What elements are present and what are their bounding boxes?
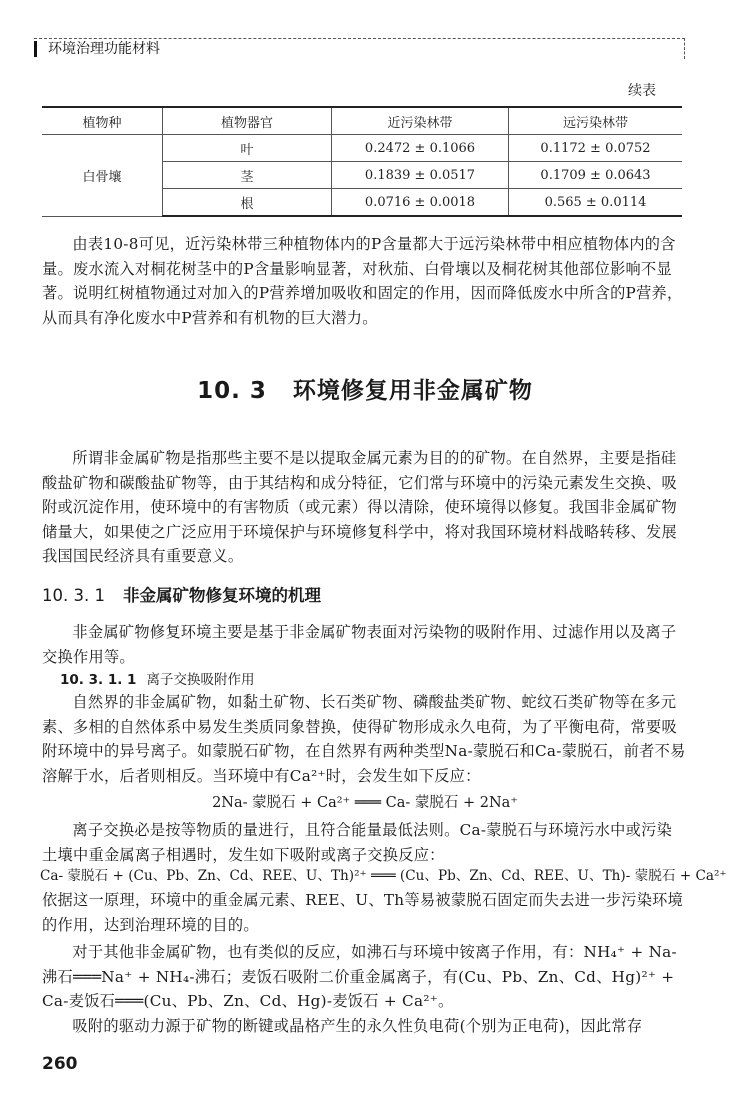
- paragraph-driving-force: 吸附的驱动力源于矿物的断键或晶格产生的永久性负电荷(个别为正电荷)，因此常存: [72, 1017, 643, 1035]
- far-value-cell: 0.565 ± 0.0114: [509, 189, 683, 217]
- section-heading: [0, 372, 730, 405]
- organ-cell: 叶: [163, 135, 332, 162]
- subsection-heading: [42, 582, 321, 606]
- header-bar: [34, 41, 37, 57]
- near-value-cell: 0.0716 ± 0.0018: [332, 189, 509, 217]
- header-plant-organ: 植物器官: [163, 107, 332, 135]
- phosphorus-table: [42, 106, 682, 217]
- header-plant-species: 植物种: [42, 107, 163, 135]
- organ-cell: 茎: [163, 162, 332, 189]
- paragraph-ion-exchange: 自然界的非金属矿物，如黏土矿物、长石类矿物、磷酸盐类矿物、蛇纹石类矿物等在多元素、多相的自然体系中易发生类质同象替换，使得矿物形成永久电荷，为了平衡电荷，常要吸附环境中的异号离子。如蒙脱石矿物，在自然界有两种类型Na-蒙脱石和Ca-蒙脱石，前者不易溶解于水，后者则相反。当环境中有Ca²⁺时，会发生如下反应：: [42, 693, 686, 785]
- far-value-cell: 0.1709 ± 0.0643: [509, 162, 683, 189]
- header-far-belt: 远污染林带: [509, 107, 683, 135]
- paragraph-mechanism-intro: 非金属矿物修复环境主要是基于非金属矿物表面对污染物的吸附作用、过滤作用以及离子交换作用等。: [42, 623, 677, 666]
- section-title-text: 环境修复用非金属矿物: [292, 378, 533, 404]
- near-value-cell: 0.1839 ± 0.0517: [332, 162, 509, 189]
- subsubsection-heading: [60, 668, 254, 688]
- table-header-row: [42, 107, 682, 135]
- paragraph-other-minerals: 对于其他非金属矿物，也有类似的反应，如沸石与环境中铵离子作用，有：NH₄⁺ + Na-沸石═══Na⁺ + NH₄-沸石；麦饭石吸附二价重金属离子，有(Cu、Pb、Zn、Cd、Hg)²⁺ + Ca-麦饭石═══(Cu、Pb、Zn、Cd、Hg)-麦饭石 + Ca²⁺。: [42, 943, 677, 1010]
- table-row: [42, 135, 682, 162]
- paragraph-table-discussion: 由表10-8可见，近污染林带三种植物体内的P含量都大于远污染林带中相应植物体内的含量。废水流入对桐花树茎中的P含量影响显著，对秋茄、白骨壤以及桐花树其他部位影响不显著。说明红树植物通过对加入的P营养增加吸收和固定的作用，因而降低废水中所含的P营养，从而具有净化废水中P营养和有机物的巨大潜力。: [42, 235, 683, 327]
- subsubsection-number: 10. 3. 1. 1: [60, 672, 137, 688]
- equation-na-ca-exchange: 2Na- 蒙脱石 + Ca²⁺ ═══ Ca- 蒙脱石 + 2Na⁺: [212, 795, 518, 811]
- subsubsection-title-text: 离子交换吸附作用: [146, 672, 255, 688]
- header-title: 环境治理功能材料: [48, 41, 160, 57]
- near-value-cell: 0.2472 ± 0.1066: [332, 135, 509, 162]
- far-value-cell: 0.1172 ± 0.0752: [509, 135, 683, 162]
- running-header: [34, 38, 685, 59]
- paragraph-principle: 依据这一原理，环境中的重金属元素、REE、U、Th等易被蒙脱石固定而失去进一步污染环境的作用，达到治理环境的目的。: [42, 891, 684, 934]
- page-number: 260: [42, 1054, 78, 1074]
- subsection-title-text: 非金属矿物修复环境的机理: [122, 586, 321, 605]
- paragraph-exchange-rule: 离子交换必是按等物质的量进行，且符合能量最低法则。Ca-蒙脱石与环境污水中或污染土壤中重金属离子相遇时，发生如下吸附或离子交换反应：: [42, 821, 673, 864]
- plant-name-cell: 白骨壤: [42, 135, 163, 217]
- section-number: 10. 3: [197, 378, 267, 404]
- subsection-number: 10. 3. 1: [42, 586, 105, 605]
- paragraph-nonmetal-definition: 所谓非金属矿物是指那些主要不是以提取金属元素为目的的矿物。在自然界，主要是指硅酸盐矿物和碳酸盐矿物等，由于其结构和成分特征，它们常与环境中的污染元素发生交换、吸附或沉淀作用，使环境中的有害物质（或元素）得以清除，使环境得以修复。我国非金属矿物储量大，如果使之广泛应用于环境保护与环境修复科学中，将对我国环境材料战略转移、发展我国国民经济具有重要意义。: [42, 449, 677, 565]
- organ-cell: 根: [163, 189, 332, 217]
- equation-heavy-metal-exchange: Ca- 蒙脱石 + (Cu、Pb、Zn、Cd、REE、U、Th)²⁺ ═══ (Cu、Pb、Zn、Cd、REE、U、Th)- 蒙脱石 + Ca²⁺: [40, 868, 727, 884]
- header-near-belt: 近污染林带: [332, 107, 509, 135]
- table-continued-label: 续表: [628, 83, 656, 99]
